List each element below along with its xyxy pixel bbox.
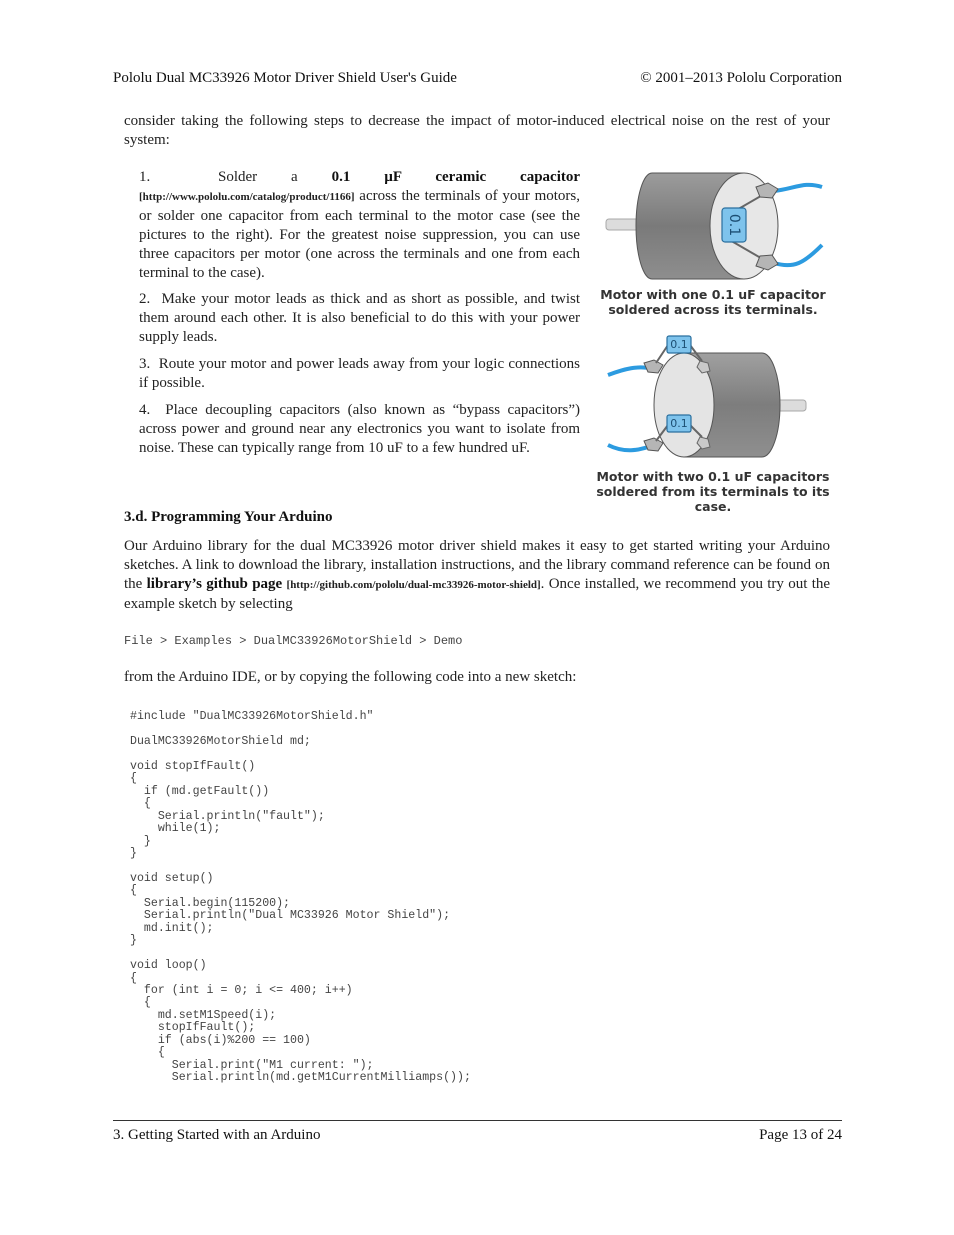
section-paragraph — [124, 537, 830, 614]
intro-paragraph: consider taking the following steps to decrease the impact of motor-induced electrical noise on the rest of your system: — [124, 113, 830, 148]
capacitor-label-bottom: 0.1 — [670, 417, 688, 430]
motor-one-capacitor-image — [604, 163, 826, 287]
step-text: Make your motor leads as thick and as short as possible, and twist them around each other. It is also beneficial to do this with your power supply leads. — [139, 291, 581, 345]
paragraph-text: . Once installed, we recommend you try out the example sketch by selecting — [124, 576, 831, 612]
footer-section: 3. Getting Started with an Arduino — [113, 1127, 321, 1143]
section-heading: 3.d. Programming Your Arduino — [124, 509, 333, 525]
capacitor-label: 0.1 — [726, 213, 742, 237]
header-title: Pololu Dual MC33926 Motor Driver Shield User's Guide — [113, 70, 457, 86]
code-block: #include "DualMC33926MotorShield.h" DualMC33926MotorShield md; void stopIfFault() { if (md.getFault()) { Serial.println("fault"); while(1); } } void setup() { Serial.begin(115200); Serial.println("Dual MC33926 Motor Shield"); md.init(); } void loop() { for (int i = 0; i <= 400; i++) { md.setM1Speed(i); stopIfFault(); if (abs(i)%200 == 100) { Serial.print("M1 current: "); Serial.println(md.getM1CurrentMilliamps()); — [130, 710, 471, 1085]
step-2 — [139, 290, 580, 347]
step-text: Place decoupling capacitors (also known as “bypass capacitors”) across power and ground near any electronics you want to isolate from noise. These can typically range from 10 uF to a few hundred uF. — [139, 402, 581, 456]
footer-divider — [113, 1120, 842, 1121]
step-number: 3. — [139, 356, 151, 372]
figure-2-caption: Motor with two 0.1 uF capacitors soldered from its terminals to its case. — [596, 469, 830, 514]
step-number: 4. — [139, 402, 151, 418]
paragraph-text: Our Arduino library for the dual MC33926 motor driver shield makes it easy to get started writing your Arduino sketches. A link to download the library, installation instructions, and the library command reference can be found on the — [124, 538, 830, 592]
instructions-paragraph: from the Arduino IDE, or by copying the following code into a new sketch: — [124, 669, 577, 685]
motor-two-capacitors-image — [604, 333, 826, 463]
step-3 — [139, 355, 580, 393]
github-link[interactable]: library’s github page — [146, 576, 283, 592]
step-text: Solder a — [218, 169, 298, 185]
footer-page-number: Page 13 of 24 — [759, 1127, 842, 1143]
menu-path: File > Examples > DualMC33926MotorShield > Demo — [124, 634, 463, 648]
step-text: Route your motor and power leads away from your logic connections if possible. — [139, 356, 581, 391]
github-url[interactable]: [http://github.com/pololu/dual-mc33926-motor-shield] — [286, 579, 541, 591]
step-4 — [139, 401, 580, 458]
capacitor-url[interactable]: [http://www.pololu.com/catalog/product/1166] — [139, 191, 355, 203]
header-copyright: © 2001–2013 Pololu Corporation — [640, 70, 842, 86]
step-number: 2. — [139, 291, 151, 307]
capacitor-link[interactable]: 0.1 µF ceramic capacitor — [331, 169, 581, 185]
step-number: 1. — [139, 169, 151, 185]
capacitor-label-top: 0.1 — [670, 338, 688, 351]
steps-list — [139, 168, 580, 458]
figure-1-caption: Motor with one 0.1 uF capacitor soldered across its terminals. — [600, 287, 826, 317]
step-1 — [139, 168, 580, 283]
step-text: across the terminals of your motors, or solder one capacitor from each terminal to the motor case (see the pictures to the right). For the greatest noise suppression, you can use three capacitors per motor (one across the terminals and one from each terminal to the case). — [139, 188, 581, 281]
